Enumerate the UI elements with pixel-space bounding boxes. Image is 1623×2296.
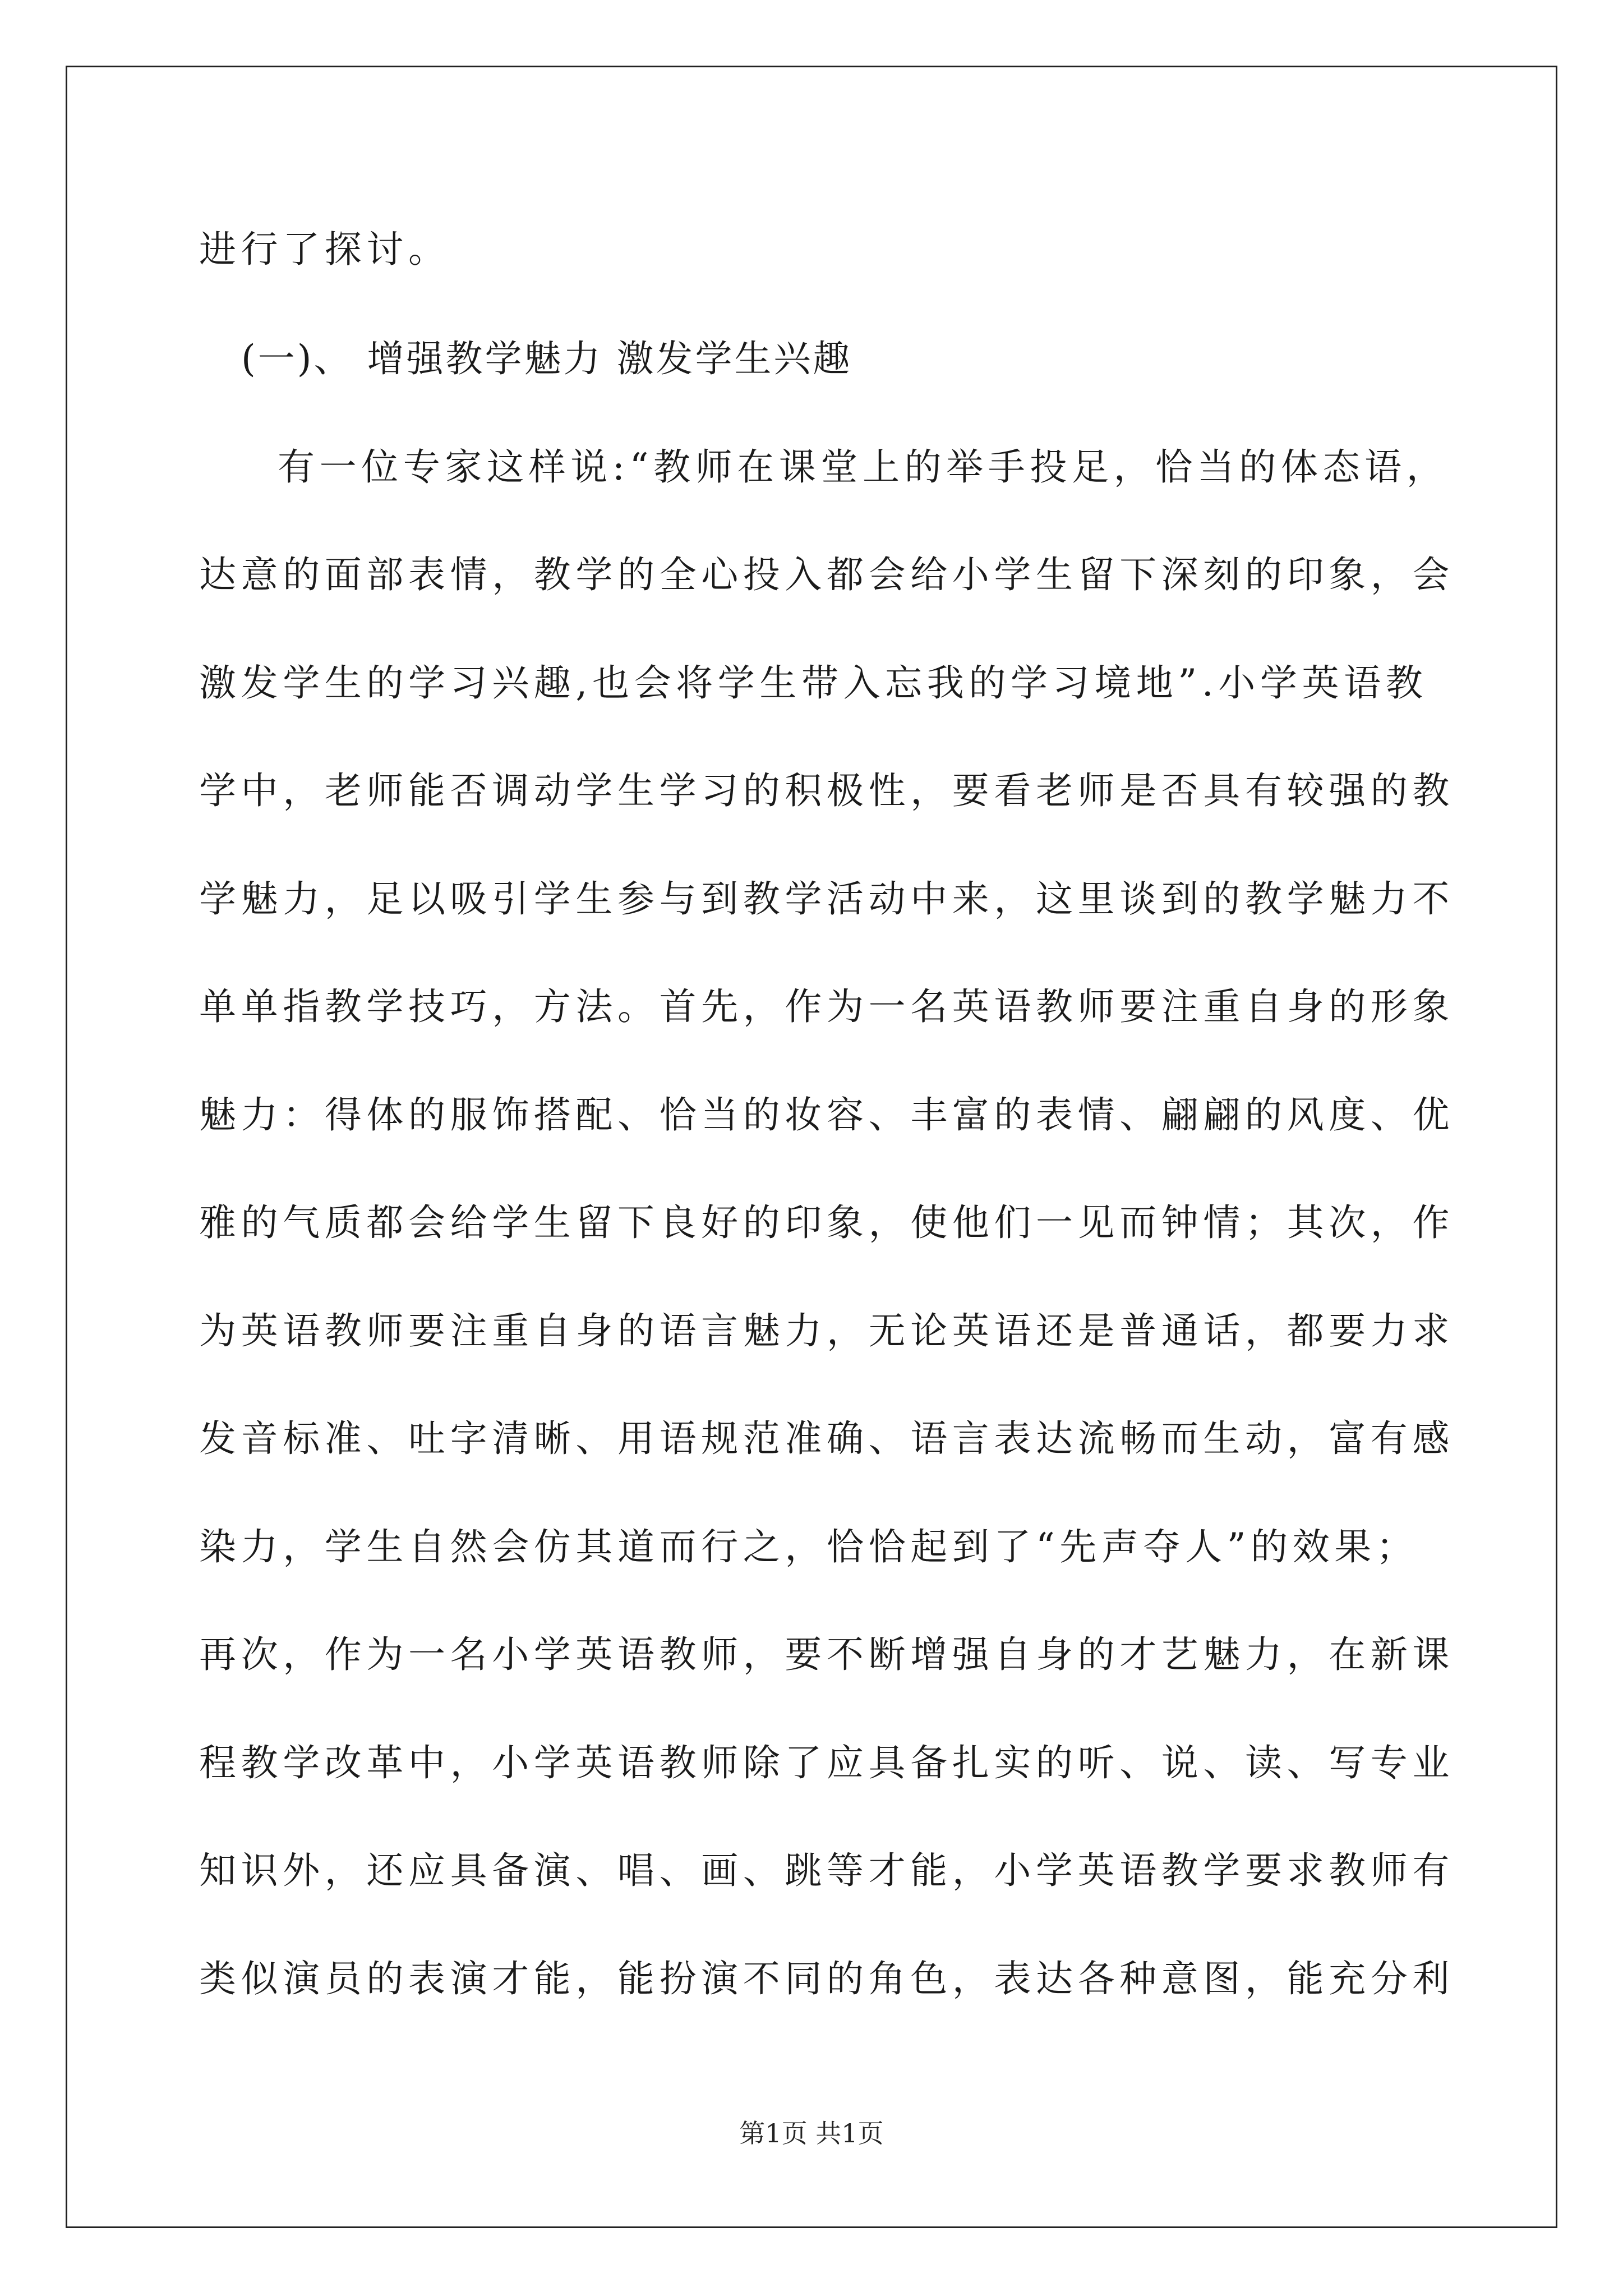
page-border [66, 66, 1557, 2228]
page-number-footer: 第1页 共1页 [739, 2118, 884, 2148]
text-line: 程教学改革中，小学英语教师除了应具备扎实的听、说、读、写专业 [199, 1741, 1454, 1784]
text-line: 雅的气质都会给学生留下良好的印象，使他们一见而钟情；其次，作 [199, 1201, 1454, 1244]
text-line: 为英语教师要注重自身的语言魅力，无论英语还是普通话，都要力求 [199, 1309, 1454, 1352]
text-line: 染力，学生自然会仿其道而行之，恰恰起到了“先声夺人”的效果； [199, 1525, 1418, 1568]
text-line: 达意的面部表情，教学的全心投入都会给小学生留下深刻的印象，会 [199, 553, 1454, 596]
text-line: 单单指教学技巧，方法。首先，作为一名英语教师要注重自身的形象 [199, 985, 1454, 1028]
text-line: 学魅力，足以吸引学生参与到教学活动中来，这里谈到的教学魅力不 [199, 877, 1454, 921]
text-line: 学中，老师能否调动学生学习的积极性，要看老师是否具有较强的教 [199, 769, 1454, 812]
text-line: 发音标准、吐字清晰、用语规范准确、语言表达流畅而生动，富有感 [199, 1417, 1454, 1460]
section-heading: (一)、 增强教学魅力 激发学生兴趣 [241, 337, 852, 380]
text-line: 魅力：得体的服饰搭配、恰当的妆容、丰富的表情、翩翩的风度、优 [199, 1093, 1454, 1137]
text-line: 知识外，还应具备演、唱、画、跳等才能，小学英语教学要求教师有 [199, 1849, 1454, 1892]
text-line: 进行了探讨。 [199, 228, 450, 271]
text-line: 激发学生的学习兴趣,也会将学生带入忘我的学习境地”.小学英语教 [199, 661, 1428, 705]
paragraph-first-line: 有一位专家这样说:“教师在课堂上的举手投足，恰当的体态语， [278, 445, 1449, 489]
text-line: 再次，作为一名小学英语教师，要不断增强自身的才艺魅力，在新课 [199, 1633, 1454, 1676]
text-line: 类似演员的表演才能，能扮演不同的角色，表达各种意图，能充分利 [199, 1957, 1454, 2000]
